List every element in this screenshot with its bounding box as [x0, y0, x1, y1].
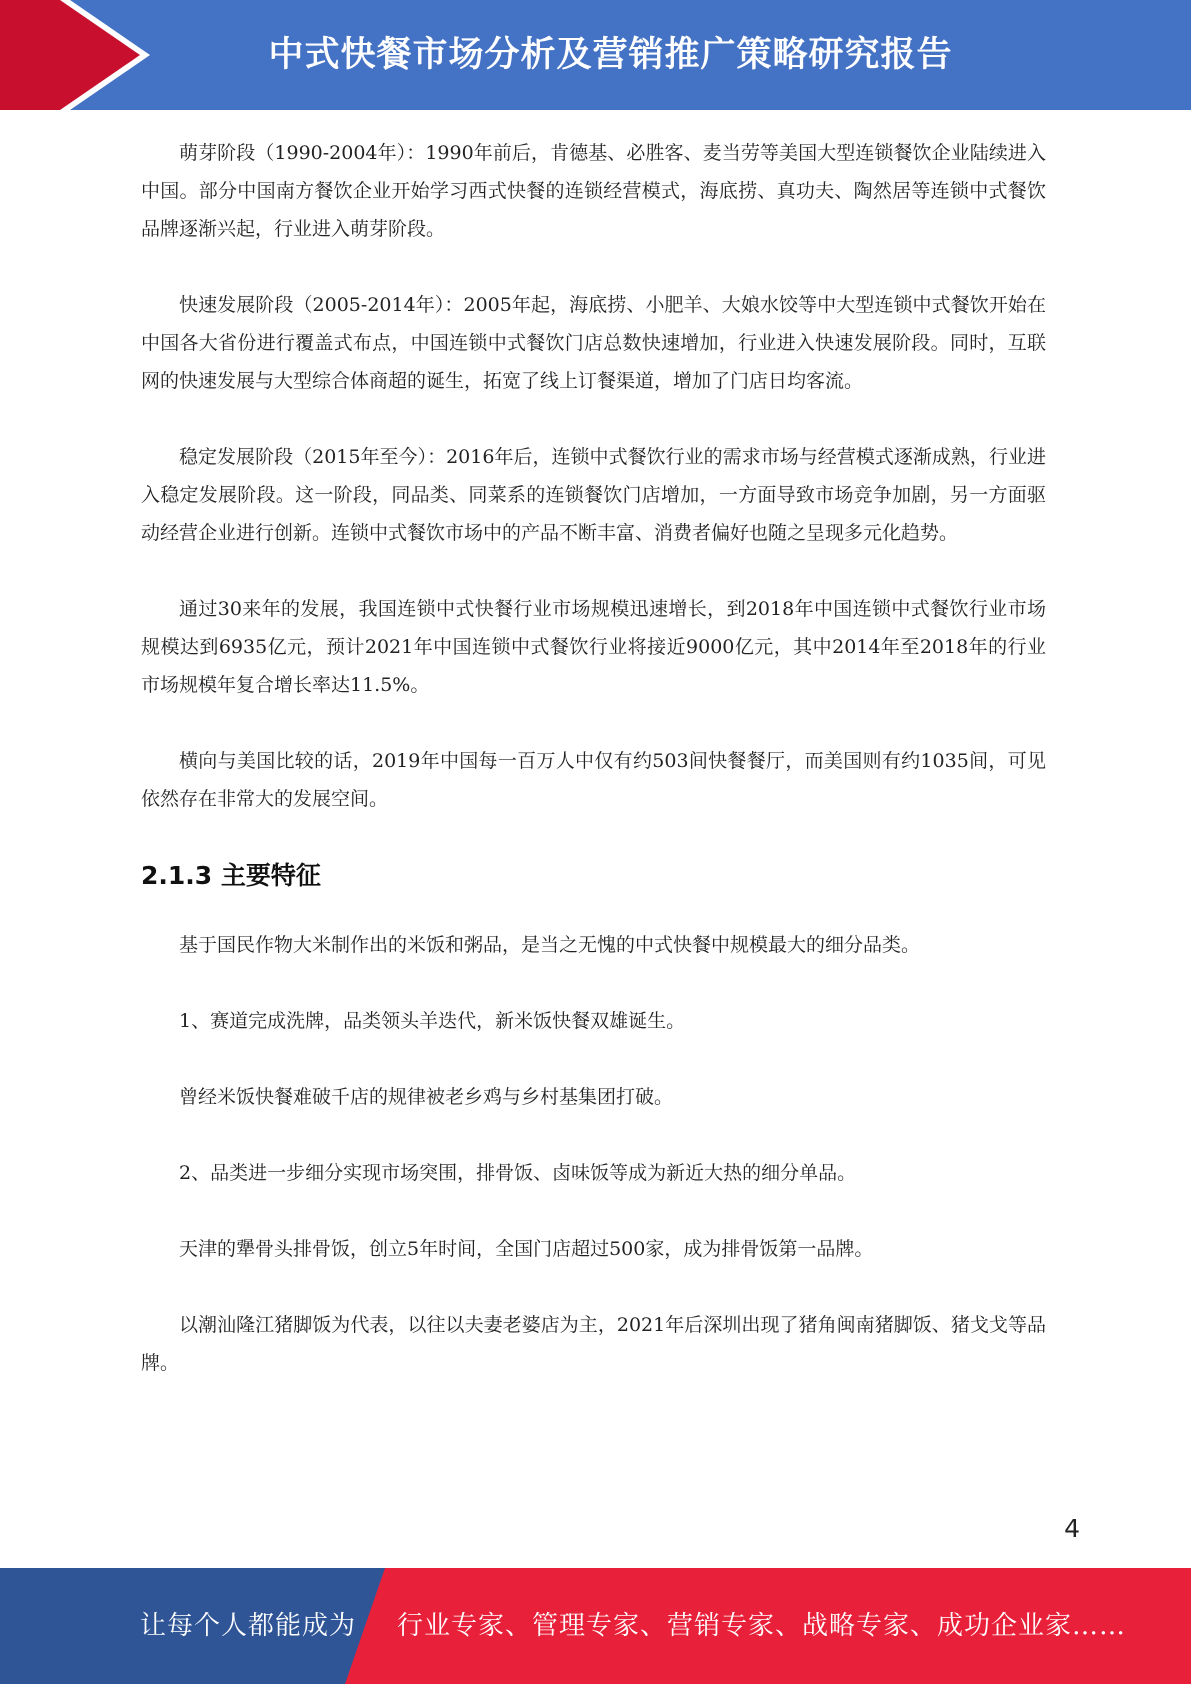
main-content: [141, 134, 1046, 1420]
page-number: 4: [1064, 1514, 1080, 1543]
footer-slogan-right: 行业专家、管理专家、营销专家、战略专家、成功企业家……: [397, 1611, 1127, 1641]
paragraph-point-1-detail: 曾经米饭快餐难破千店的规律被老乡鸡与乡村基集团打破。: [179, 1086, 674, 1108]
footer-slogan-left: 让每个人都能成为: [140, 1611, 357, 1641]
page-footer: [0, 1568, 1191, 1684]
section-heading: 2.1.3 主要特征: [141, 861, 321, 890]
paragraph-point-2: 2、品类进一步细分实现市场突围，排骨饭、卤味饭等成为新近大热的细分单品。: [179, 1162, 857, 1184]
paragraph-sprouting-stage: 萌芽阶段（1990-2004年）：1990年前后，肯德基、必胜客、麦当劳等美国大型连锁餐饮企业陆续进入中国。部分中国南方餐饮企业开始学习西式快餐的连锁经营模式，海底捞、真功夫、陶然居等连锁中式餐饮品牌逐渐兴起，行业进入萌芽阶段。: [141, 142, 1046, 240]
report-title: 中式快餐市场分析及营销推广策略研究报告: [268, 35, 953, 75]
paragraph-us-comparison: 横向与美国比较的话，2019年中国每一百万人中仅有约503间快餐餐厅，而美国则有约1035间，可见依然存在非常大的发展空间。: [141, 750, 1046, 810]
paragraph-rapid-growth-stage: 快速发展阶段（2005-2014年）：2005年起，海底捞、小肥羊、大娘水饺等中大型连锁中式餐饮开始在中国各大省份进行覆盖式布点，中国连锁中式餐饮门店总数快速增加，行业进入快速发展阶段。同时，互联网的快速发展与大型综合体商超的诞生，拓宽了线上订餐渠道，增加了门店日均客流。: [141, 294, 1046, 392]
paragraph-point-1: 1、赛道完成洗牌，品类领头羊迭代，新米饭快餐双雄诞生。: [179, 1010, 686, 1032]
paragraph-stable-stage: 稳定发展阶段（2015年至今）：2016年后，连锁中式餐饮行业的需求市场与经营模式逐渐成熟，行业进入稳定发展阶段。这一阶段，同品类、同菜系的连锁餐饮门店增加，一方面导致市场竞争加剧，另一方面驱动经营企业进行创新。连锁中式餐饮市场中的产品不断丰富、消费者偏好也随之呈现多元化趋势。: [141, 446, 1046, 544]
paragraph-point-2-detail-a: 天津的犟骨头排骨饭，创立5年时间，全国门店超过500家，成为排骨饭第一品牌。: [179, 1238, 874, 1260]
page-header: [0, 0, 1191, 110]
paragraph-rice-category: 基于国民作物大米制作出的米饭和粥品，是当之无愧的中式快餐中规模最大的细分品类。: [179, 934, 921, 956]
paragraph-point-2-detail-b: 以潮汕隆江猪脚饭为代表，以往以夫妻老婆店为主，2021年后深圳出现了猪角闽南猪脚饭、猪戈戈等品牌。: [141, 1314, 1046, 1374]
paragraph-market-size: 通过30来年的发展，我国连锁中式快餐行业市场规模迅速增长，到2018年中国连锁中式餐饮行业市场规模达到6935亿元，预计2021年中国连锁中式餐饮行业将接近9000亿元，其中2014年至2018年的行业市场规模年复合增长率达11.5%。: [141, 598, 1046, 696]
